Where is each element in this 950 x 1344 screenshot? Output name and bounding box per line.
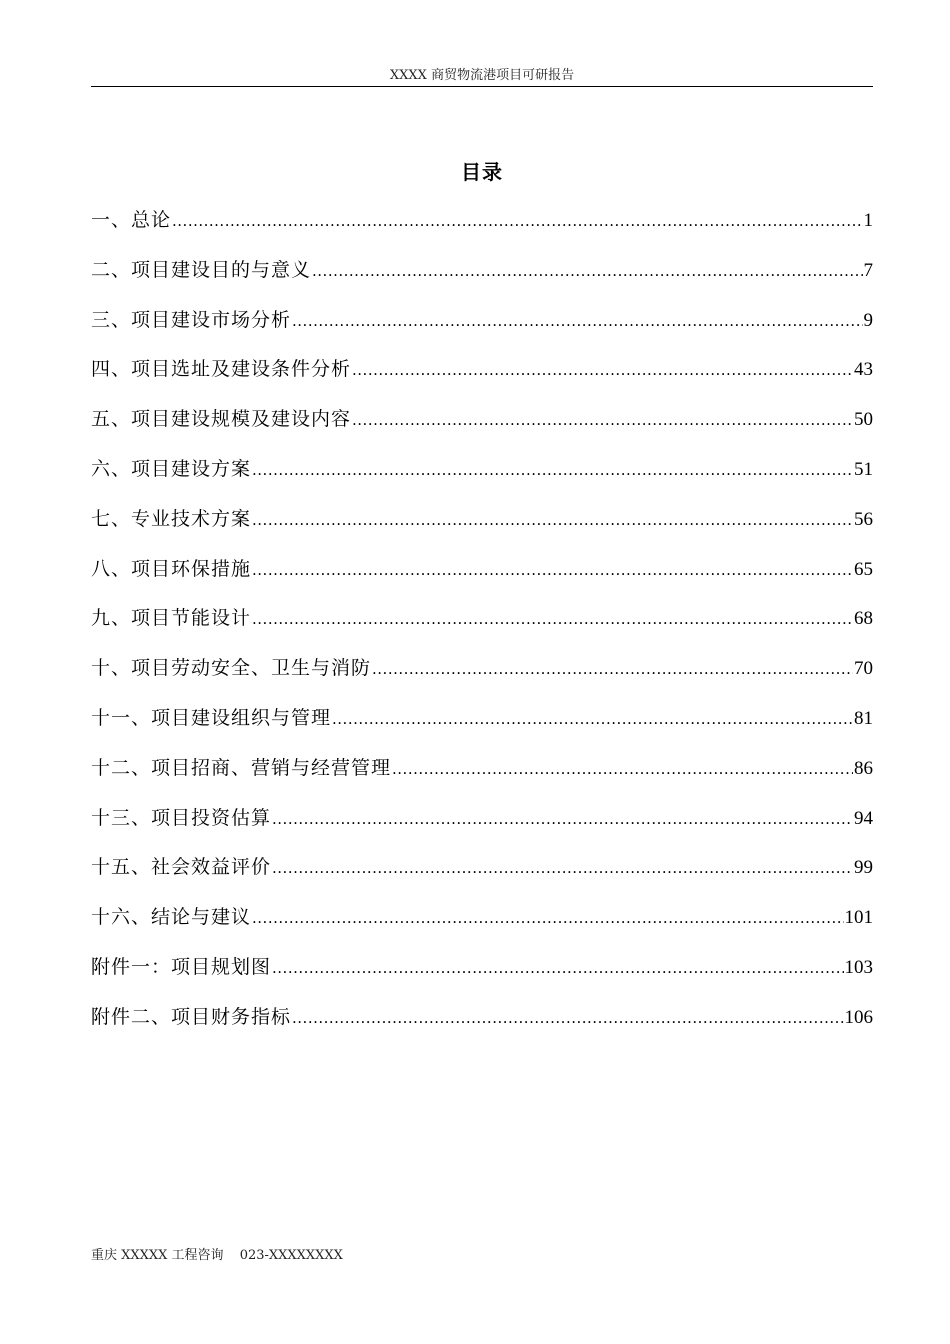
- toc-entry[interactable]: [91, 351, 873, 401]
- toc-entry-page: 56: [854, 508, 873, 530]
- toc-entry[interactable]: [91, 401, 873, 451]
- toc-entry-page: 1: [863, 210, 873, 231]
- toc-entry[interactable]: [91, 700, 873, 750]
- toc-entry[interactable]: [91, 501, 873, 551]
- toc-entry-label: 十六、结论与建议: [91, 906, 252, 929]
- toc-title: 目录: [461, 160, 503, 184]
- page-header: XXXX 商贸物流港项目可研报告: [389, 68, 575, 83]
- toc-entry-label: 十三、项目投资估算: [91, 806, 272, 829]
- toc-entry-label: 十五、社会效益评价: [91, 856, 272, 879]
- toc-entry-label: 二、项目建设目的与意义: [91, 258, 312, 281]
- toc-leader-dots: [252, 502, 853, 538]
- toc-leader-dots: [292, 303, 862, 339]
- toc-leader-dots: [352, 352, 853, 388]
- toc-leader-dots: [272, 801, 853, 837]
- toc-entry-page: 50: [854, 409, 873, 431]
- toc-leader-dots: [332, 701, 853, 737]
- toc-entry-label: 六、项目建设方案: [91, 457, 252, 480]
- table-of-contents: [91, 202, 873, 1049]
- toc-entry-label: 七、专业技术方案: [91, 507, 252, 530]
- toc-entry-label: 八、项目环保措施: [91, 557, 252, 580]
- toc-entry[interactable]: [91, 451, 873, 501]
- toc-leader-dots: [352, 402, 853, 438]
- toc-leader-dots: [272, 850, 853, 886]
- toc-entry-page: 103: [844, 956, 873, 978]
- toc-entry[interactable]: [91, 849, 873, 899]
- toc-entry-label: 九、项目节能设计: [91, 607, 252, 630]
- page-footer: [91, 1246, 343, 1266]
- toc-entry-label: 十一、项目建设组织与管理: [91, 706, 332, 729]
- toc-entry-page: 68: [854, 608, 873, 630]
- toc-leader-dots: [272, 950, 843, 986]
- toc-leader-dots: [252, 552, 853, 588]
- toc-leader-dots: [372, 651, 853, 687]
- footer-phone: 023-XXXXXXXX: [239, 1248, 343, 1263]
- toc-entry-page: 43: [854, 359, 873, 381]
- toc-entry-label: 五、项目建设规模及建设内容: [91, 408, 352, 431]
- footer-company: 重庆 XXXXX 工程咨询: [91, 1248, 224, 1263]
- toc-entry-page: 94: [854, 807, 873, 829]
- toc-entry-page: 81: [854, 707, 873, 729]
- header-rule: [91, 86, 873, 87]
- toc-entry[interactable]: [91, 800, 873, 850]
- toc-entry-page: 7: [863, 259, 873, 281]
- toc-entry-page: 9: [863, 309, 873, 331]
- toc-leader-dots: [312, 253, 862, 289]
- toc-leader-dots: [252, 452, 853, 488]
- toc-entry[interactable]: [91, 551, 873, 601]
- toc-entry-label: 附件一：项目规划图: [91, 955, 272, 978]
- toc-entry-label: 附件二、项目财务指标: [91, 1005, 292, 1028]
- toc-entry-page: 99: [854, 857, 873, 879]
- toc-entry-label: 十二、项目招商、营销与经营管理: [91, 756, 392, 779]
- toc-leader-dots: [172, 203, 862, 239]
- toc-leader-dots: [252, 601, 853, 637]
- toc-entry-label: 一、总论: [91, 209, 172, 231]
- toc-entry[interactable]: [91, 650, 873, 700]
- toc-entry-page: 101: [844, 907, 873, 929]
- toc-entry[interactable]: [91, 949, 873, 999]
- toc-entry[interactable]: [91, 202, 873, 252]
- toc-entry[interactable]: [91, 750, 873, 800]
- toc-entry[interactable]: [91, 899, 873, 949]
- toc-leader-dots: [392, 751, 853, 787]
- toc-leader-dots: [292, 1000, 843, 1036]
- toc-entry-label: 三、项目建设市场分析: [91, 308, 292, 331]
- toc-entry-label: 四、项目选址及建设条件分析: [91, 358, 352, 381]
- toc-entry-page: 65: [854, 558, 873, 580]
- toc-leader-dots: [252, 900, 843, 936]
- toc-entry-page: 51: [854, 458, 873, 480]
- toc-entry-page: 70: [854, 658, 873, 680]
- toc-entry-label: 十、项目劳动安全、卫生与消防: [91, 657, 372, 680]
- toc-entry[interactable]: [91, 999, 873, 1049]
- toc-entry-page: 86: [854, 757, 873, 779]
- toc-entry-page: 106: [844, 1006, 873, 1028]
- toc-entry[interactable]: [91, 600, 873, 650]
- toc-entry[interactable]: [91, 252, 873, 302]
- toc-entry[interactable]: [91, 302, 873, 352]
